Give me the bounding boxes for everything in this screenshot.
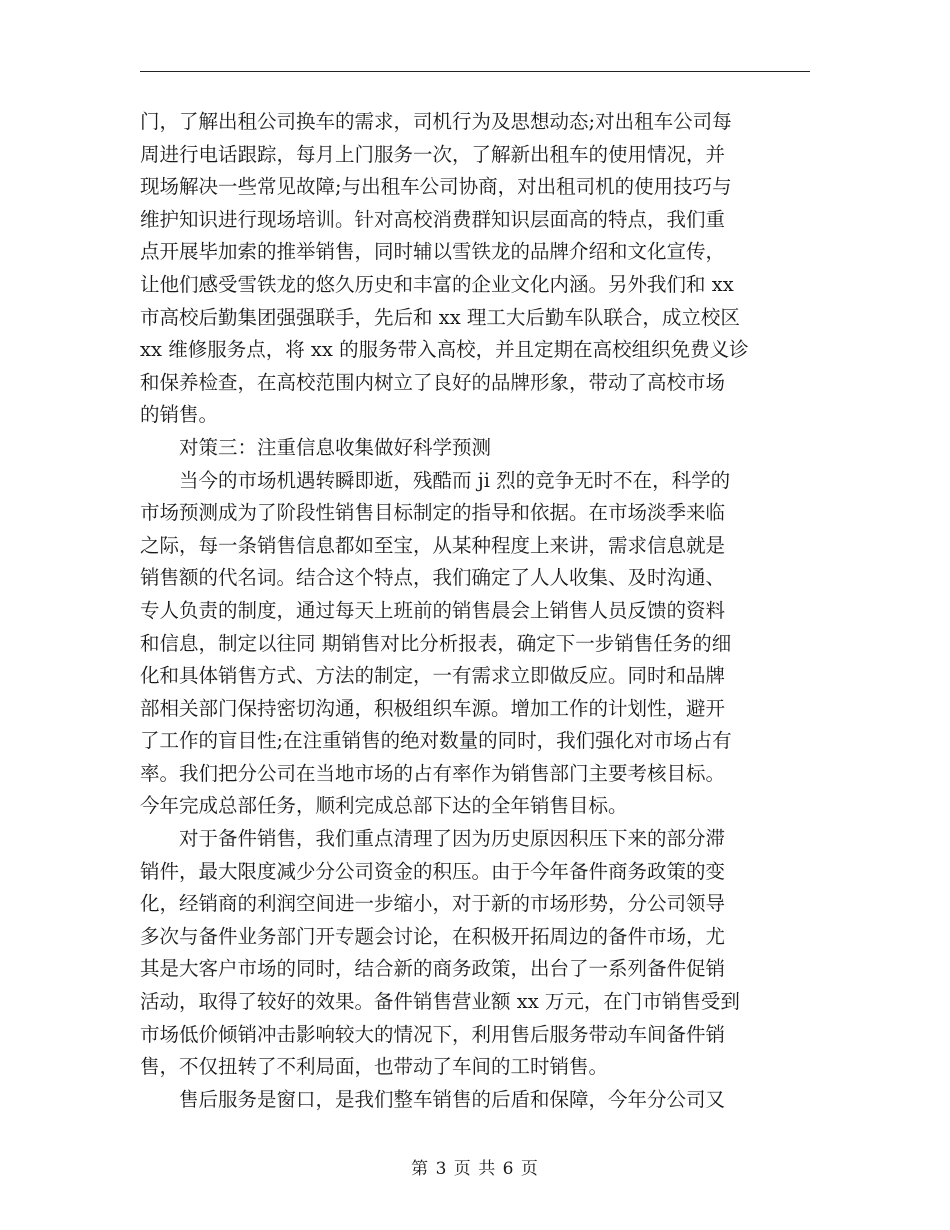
text-line: 化，经销商的利润空间进一步缩小，对于新的市场形势，分公司领导 [140,892,726,916]
text-line: 周进行电话跟踪，每月上门服务一次，了解新出租车的使用情况，并 [140,142,726,166]
section-heading: 对策三：注重信息收集做好科学预测 [140,435,492,459]
text-line: 市场低价倾销冲击影响较大的情况下，利用售后服务带动车间备件销 [140,1022,726,1046]
text-line: 让他们感受雪铁龙的悠久历史和丰富的企业文化内涵。另外我们和 xx [140,272,734,296]
text-line: 化和具体销售方式、方法的制定，一有需求立即做反应。同时和品牌 [140,664,726,688]
text-line: 了工作的盲目性;在注重销售的绝对数量的同时，我们强化对市场占有 [140,729,732,753]
text-line: 活动，取得了较好的效果。备件销售营业额 xx 万元，在门市销售受到 [140,990,740,1014]
text-line: 售后服务是窗口，是我们整车销售的后盾和保障，今年分公司又 [140,1087,726,1111]
text-line: 售，不仅扭转了不利局面，也带动了车间的工时销售。 [140,1055,609,1079]
text-line: 率。我们把分公司在当地市场的占有率作为销售部门主要考核目标。 [140,761,726,785]
text-line: 部相关部门保持密切沟通，积极组织车源。增加工作的计划性，避开 [140,696,726,720]
text-line: 和信息，制定以往同 期销售对比分析报表，确定下一步销售任务的细 [140,631,732,655]
document-body [140,106,810,1116]
text-line: 其是大客户市场的同时，结合新的商务政策，出台了一系列备件促销 [140,957,726,981]
text-line: 专人负责的制度，通过每天上班前的销售晨会上销售人员反馈的资料 [140,598,726,622]
text-line: 和保养检查，在高校范围内树立了良好的品牌形象，带动了高校市场 [140,370,726,394]
text-line: 市高校后勤集团强强联手，先后和 xx 理工大后勤车队联合，成立校区 [140,305,740,329]
text-line: 维护知识进行现场培训。针对高校消费群知识层面高的特点，我们重 [140,207,726,231]
text-line: 当今的市场机遇转瞬即逝，残酷而 ji 烈的竞争无时不在，科学的 [140,468,731,492]
text-line: 之际，每一条销售信息都如至宝，从某种程度上来讲，需求信息就是 [140,533,726,557]
text-line: 多次与备件业务部门开专题会讨论，在积极开拓周边的备件市场，尤 [140,924,726,948]
text-line: 现场解决一些常见故障;与出租车公司协商，对出租司机的使用技巧与 [140,175,732,199]
page-footer [0,1154,950,1179]
text-line: 销售额的代名词。结合这个特点，我们确定了人人收集、及时沟通、 [140,566,726,590]
text-line: 销件，最大限度减少分公司资金的积压。由于今年备件商务政策的变 [140,859,726,883]
text-line: xx 维修服务点，将 xx 的服务带入高校，并且定期在高校组织免费义诊 [140,338,749,362]
text-line: 门，了解出租公司换车的需求，司机行为及思想动态;对出租车公司每 [140,110,732,133]
text-line: 的销售。 [140,403,219,427]
text-line: 今年完成总部任务，顺利完成总部下达的全年销售目标。 [140,794,628,818]
text-line: 对于备件销售，我们重点清理了因为历史原因积压下来的部分滞 [140,827,726,851]
header-rule [140,71,810,72]
page-number: 第 3 页 共 6 页 [411,1159,539,1179]
text-line: 点开展毕加索的推举销售，同时辅以雪铁龙的品牌介绍和文化宣传， [140,240,726,264]
text-line: 市场预测成为了阶段性销售目标制定的指导和依据。在市场淡季来临 [140,501,726,525]
